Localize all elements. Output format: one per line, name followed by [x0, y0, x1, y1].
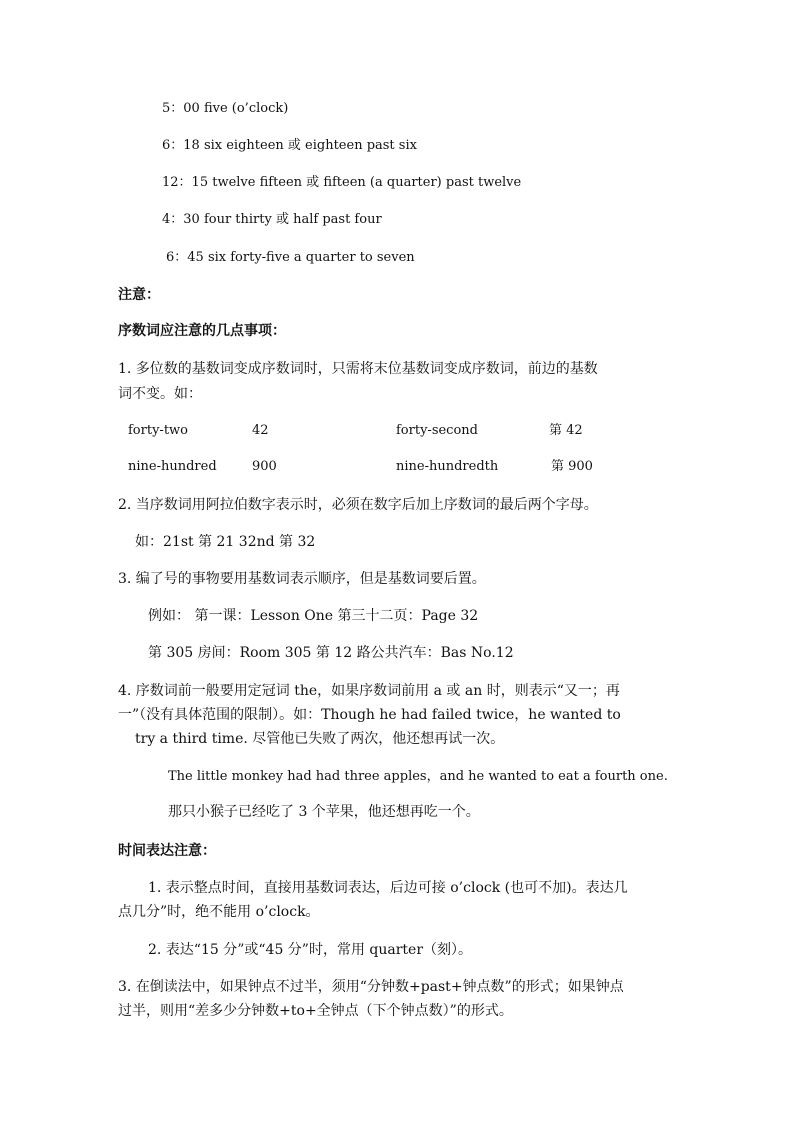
time-item-3-line-2: 过半，则用“差多少分钟数+to+全钟点（下个钟点数）”的形式。 [118, 1003, 513, 1019]
ordinal-item-4-line-3: try a third time. 尽管他已失败了两次，他还想再试一次。 [135, 731, 505, 747]
time-example: 6：45 six forty-five a quarter to seven [166, 250, 415, 265]
ordinal-item-1-line-2: 词不变。如： [118, 386, 202, 402]
ordinal-item-2-example: 如：21st 第 21 32nd 第 32 [135, 534, 316, 550]
time-example: 4：30 four thirty 或 half past four [162, 212, 382, 227]
table-cell: 42 [252, 423, 269, 438]
time-item-1-line-2: 点几分”时，绝不能用 o’clock。 [118, 904, 320, 920]
ordinal-item-4-english-example: The little monkey had had three apples，and he wanted to eat a fourth one. [168, 769, 668, 784]
time-item-2: 2. 表达“15 分”或“45 分”时，常用 quarter（刻）。 [148, 942, 473, 958]
table-cell: 第 42 [549, 423, 583, 438]
time-item-3-line-1: 3. 在倒读法中，如果钟点不过半，须用“分钟数+past+钟点数”的形式；如果钟点 [118, 979, 624, 995]
ordinal-item-3-example-2: 第 305 房间：Room 305 第 12 路公共汽车：Bas No.12 [148, 645, 514, 661]
ordinal-item-4-line-2: 一”（没有具体范围的限制）。如：Though he had failed twice，he wanted to [118, 707, 621, 723]
ordinal-item-4-chinese-example: 那只小猴子已经吃了 3 个苹果，他还想再吃一个。 [168, 804, 480, 820]
table-cell: nine-hundredth [396, 459, 499, 474]
ordinal-item-2: 2. 当序数词用阿拉伯数字表示时，必须在数字后加上序数词的最后两个字母。 [118, 497, 598, 513]
time-example: 12：15 twelve fifteen 或 fifteen (a quarter) past twelve [162, 175, 522, 190]
table-cell: forty-second [396, 423, 478, 438]
ordinal-item-1-line-1: 1. 多位数的基数词变成序数词时，只需将末位基数词变成序数词，前边的基数 [118, 361, 598, 377]
time-example: 5：00 five (o’clock) [162, 101, 289, 116]
note-heading: 注意： [118, 287, 160, 303]
table-cell: 第 900 [551, 459, 593, 474]
ordinal-item-4-line-1: 4. 序数词前一般要用定冠词 the，如果序数词前用 a 或 an 时，则表示“又一；再 [118, 683, 620, 699]
ordinal-item-3-example-1: 例如： 第一课：Lesson One 第三十二页：Page 32 [148, 608, 479, 624]
ordinal-item-3: 3. 编了号的事物要用基数词表示顺序，但是基数词要后置。 [118, 571, 486, 587]
table-cell: forty-two [128, 423, 188, 438]
table-cell: 900 [252, 459, 277, 474]
time-example: 6：18 six eighteen 或 eighteen past six [162, 138, 417, 153]
ordinal-heading: 序数词应注意的几点事项： [118, 323, 286, 339]
time-heading: 时间表达注意： [118, 843, 216, 859]
table-cell: nine-hundred [128, 459, 217, 474]
time-item-1-line-1: 1. 表示整点时间，直接用基数词表达，后边可接 o’clock (也可不加)。表达几 [148, 880, 628, 896]
